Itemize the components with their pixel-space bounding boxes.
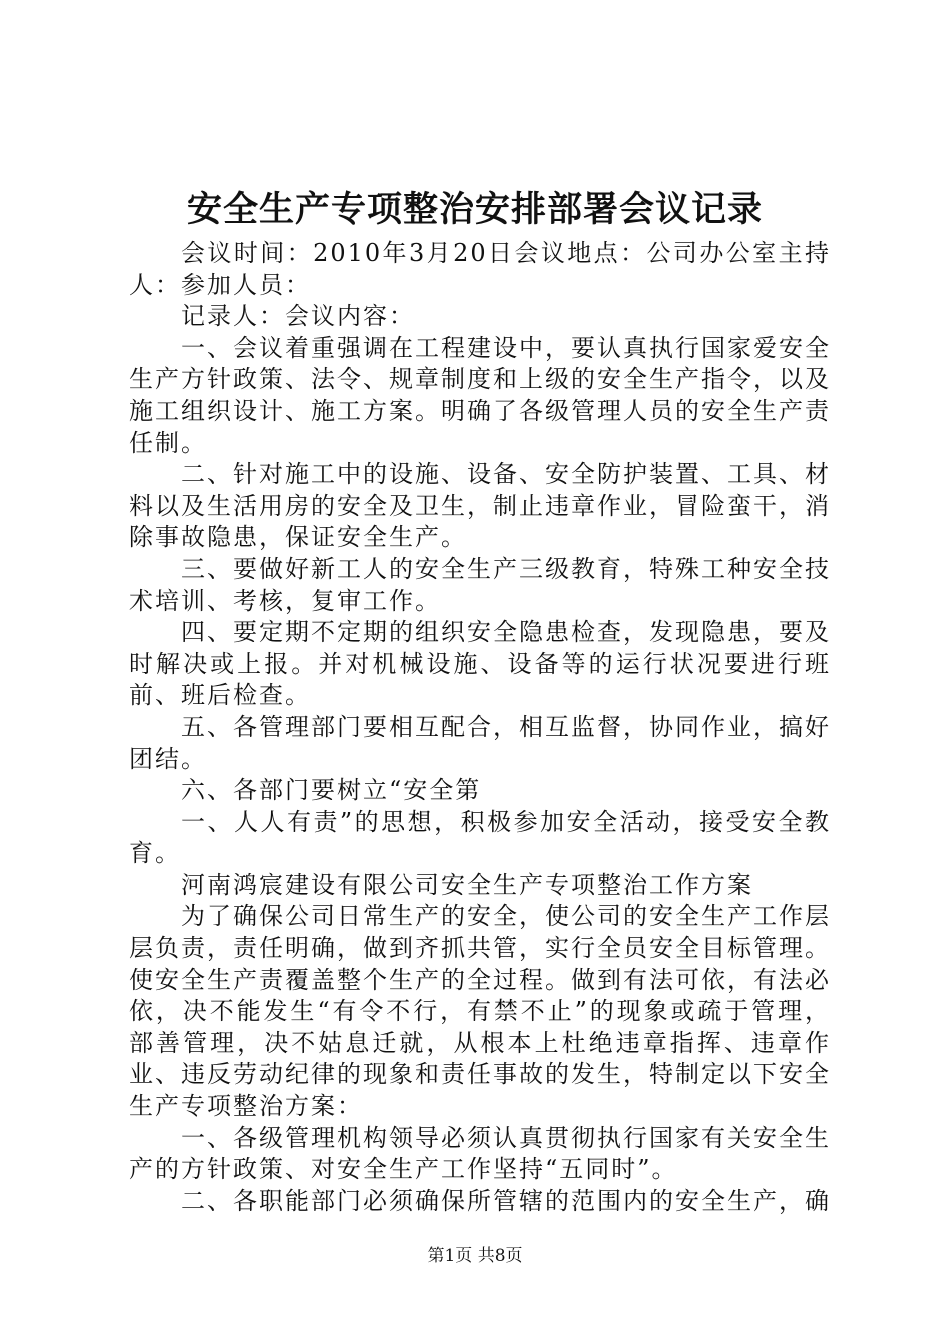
- document-body: [129, 238, 831, 1217]
- paragraph-plan-intro: 为了确保公司日常生产的安全，使公司的安全生产工作层层负责，责任明确，做到齐抓共管，实行全员安全目标管理。使安全生产责覆盖整个生产的全过程。做到有法可依，有法必依，决不能发生“有令不行，有禁不止”的现象或疏于管理，部善管理，决不姑息迁就，从根本上杜绝违章指挥、违章作业、违反劳动纪律的现象和责任事故的发生，特制定以下安全生产专项整治方案：: [129, 902, 831, 1121]
- paragraph-plan-item-1: 一、各级管理机构领导必须认真贯彻执行国家有关安全生产的方针政策、对安全生产工作坚持“五同时”。: [129, 1123, 831, 1184]
- paragraph-plan-heading: 河南鸿宸建设有限公司安全生产专项整治工作方案: [181, 870, 753, 899]
- paragraph-item-2: 二、针对施工中的设施、设备、安全防护装置、工具、材料以及生活用房的安全及卫生，制止违章作业，冒险蛮干，消除事故隐患，保证安全生产。: [129, 460, 831, 552]
- paragraph-item-3: 三、要做好新工人的安全生产三级教育，特殊工种安全技术培训、考核，复审工作。: [129, 554, 831, 615]
- paragraph-item-1: 一、会议着重强调在工程建设中，要认真执行国家爱安全生产方针政策、法令、规章制度和上级的安全生产指令，以及施工组织设计、施工方案。明确了各级管理人员的安全生产责任制。: [129, 333, 831, 457]
- paragraph-meeting-info: 会议时间：2010年3月20日会议地点：公司办公室主持人：参加人员：: [129, 239, 831, 299]
- paragraph-item-6-continued: 一、人人有责”的思想，积极参加安全活动，接受安全教育。: [129, 807, 831, 868]
- paragraph-item-5: 五、各管理部门要相互配合，相互监督，协同作业，搞好团结。: [129, 712, 831, 773]
- page-number-footer: 第1页 共8页: [427, 1246, 523, 1266]
- paragraph-recorder: 记录人：会议内容：: [181, 302, 415, 331]
- document-title: 安全生产专项整治安排部署会议记录: [186, 189, 763, 230]
- paragraph-item-6: 六、各部门要树立“安全第: [181, 776, 482, 805]
- paragraph-item-4: 四、要定期不定期的组织安全隐患检查，发现隐患，要及时解决或上报。并对机械设施、设备等的运行状况要进行班前、班后检查。: [129, 618, 831, 710]
- paragraph-plan-item-2: 二、各职能部门必须确保所管辖的范围内的安全生产，确: [181, 1186, 831, 1215]
